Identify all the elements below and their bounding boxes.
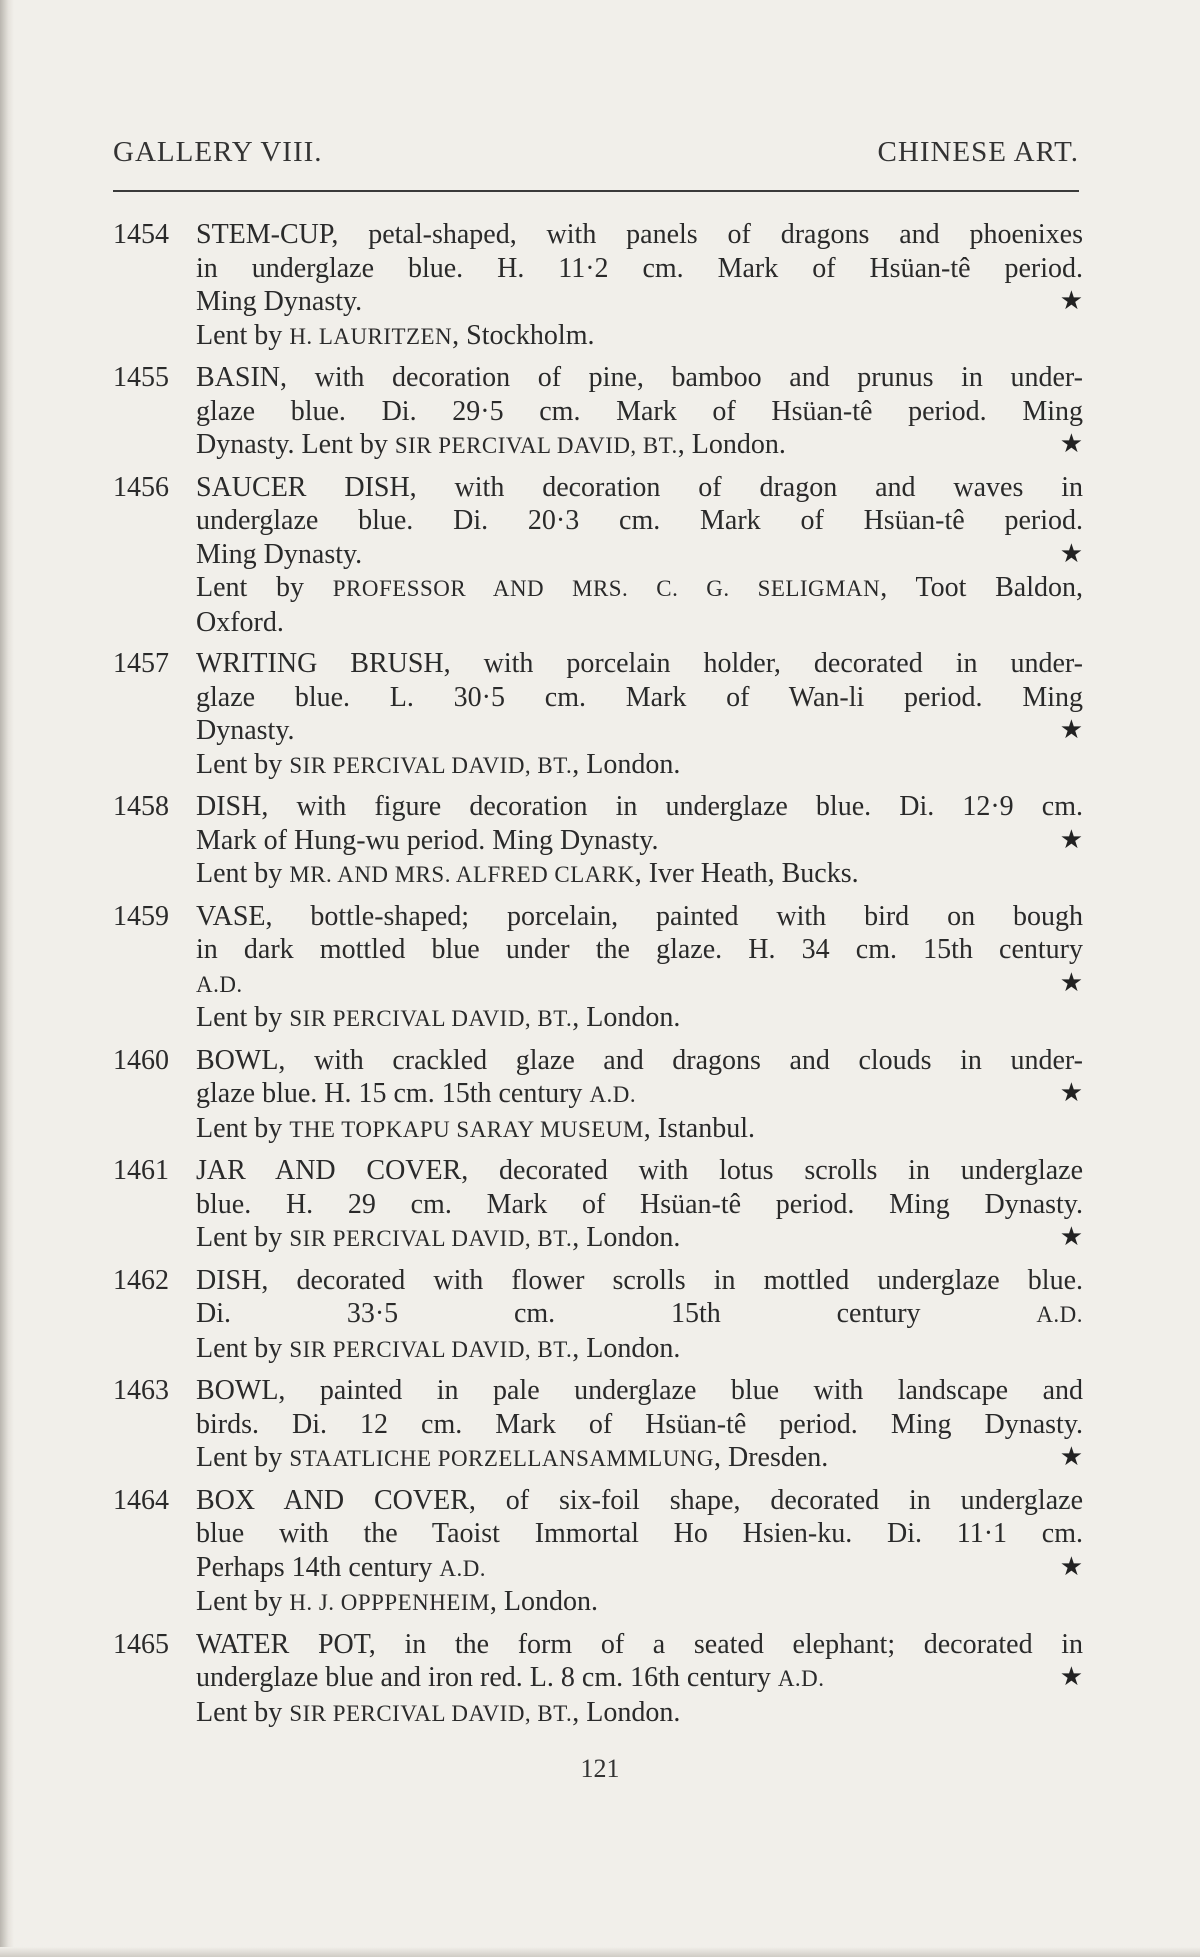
entry-line-text	[196, 1265, 1083, 1296]
lender-name: A.D.	[1036, 1302, 1083, 1327]
entry-line-text	[196, 1113, 755, 1144]
star-icon: ★	[1059, 1662, 1083, 1692]
entry-line	[196, 748, 1083, 783]
entry-number: 1464	[113, 1484, 169, 1516]
entry-description	[196, 1154, 1083, 1256]
entry-line	[196, 395, 1083, 429]
text-prefix: Lent by	[196, 858, 290, 889]
entry-line-text	[196, 607, 284, 638]
star-icon: ★	[1059, 1222, 1083, 1252]
text-suffix: , London.	[677, 429, 786, 460]
entry-description	[196, 900, 1083, 1036]
text-suffix: , Istanbul.	[643, 1112, 755, 1144]
entry-line	[196, 1077, 1083, 1112]
entry-line	[196, 1628, 1083, 1662]
entry-line	[196, 1264, 1083, 1298]
lender-name: A.D.	[589, 1082, 637, 1107]
lender-name: A.D.	[439, 1555, 487, 1581]
entry-line-text	[196, 396, 1083, 427]
text-prefix: Lent by	[196, 319, 290, 351]
description-text: in underglaze blue. H. 11·2 cm. Mark of Hsüan-tê period.	[196, 252, 1083, 284]
description-text: DISH, with figure decoration in underglaze blue. Di. 12·9 cm.	[196, 791, 1083, 822]
entry-line-text	[196, 1333, 680, 1364]
lender-name: A.D.	[777, 1666, 825, 1691]
entry-line-text	[196, 505, 1083, 536]
entry-line	[196, 1044, 1083, 1078]
entry-line	[196, 857, 1083, 892]
entry-description	[196, 790, 1083, 892]
entry-line	[196, 1408, 1083, 1442]
entry-number: 1457	[113, 648, 169, 679]
entry-line-text	[196, 1441, 828, 1476]
entry-line	[196, 681, 1083, 715]
entry-line	[196, 647, 1083, 681]
entry-line-text	[196, 1221, 680, 1256]
lender-name: SIR PERCIVAL DAVID, BT.	[289, 1006, 573, 1031]
text-suffix: , London.	[572, 1222, 681, 1253]
text-suffix: , London.	[572, 748, 681, 780]
lender-name: SIR PERCIVAL DAVID, BT.	[394, 433, 678, 458]
page-number: 121	[580, 1754, 620, 1783]
entry-line-text	[196, 1155, 1083, 1186]
catalogue-entry	[113, 1264, 1083, 1367]
text-prefix: Dynasty. Lent by	[196, 429, 395, 460]
entry-line-text	[196, 219, 1083, 250]
catalogue-entry	[113, 647, 1083, 782]
lender-name: MR. AND MRS. ALFRED CLARK	[289, 862, 635, 887]
star-icon: ★	[1059, 1551, 1083, 1582]
entry-description	[196, 647, 1083, 782]
entry-number: 1460	[113, 1044, 169, 1076]
description-text: BOWL, painted in pale underglaze blue with landscape and	[196, 1375, 1083, 1406]
description-text: birds. Di. 12 cm. Mark of Hsüan-tê period. Ming Dynasty.	[196, 1408, 1083, 1440]
description-text: glaze blue. L. 30·5 cm. Mark of Wan-li period. Ming	[196, 681, 1083, 713]
description-text: DISH, decorated with flower scrolls in mottled underglaze blue.	[196, 1264, 1083, 1296]
entry-line	[196, 571, 1083, 606]
entry-line	[196, 1517, 1083, 1551]
catalogue-entry	[113, 218, 1083, 353]
entry-line	[196, 1441, 1083, 1476]
entry-line	[196, 1001, 1083, 1036]
entry-number: 1454	[113, 219, 169, 250]
entry-line-text	[196, 934, 1083, 965]
entry-description	[196, 361, 1083, 463]
text-suffix: , London.	[572, 1332, 681, 1364]
text-prefix: underglaze blue and iron red. L. 8 cm. 16th century	[196, 1662, 778, 1693]
lender-name: H. J. OPPPENHEIM	[289, 1590, 490, 1615]
entry-line-text	[196, 967, 243, 1002]
entry-line-text	[196, 1551, 486, 1586]
entry-line	[196, 1297, 1083, 1332]
entry-description	[196, 1484, 1083, 1620]
entry-line	[196, 1188, 1083, 1222]
entry-line-text	[196, 648, 1083, 679]
entry-number: 1456	[113, 471, 169, 503]
text-prefix: Lent by	[196, 1442, 290, 1473]
lender-name: STAATLICHE PORZELLANSAMMLUNG	[289, 1446, 714, 1471]
catalogue-entry	[113, 361, 1083, 463]
description-text: BASIN, with decoration of pine, bamboo and prunus in under-	[196, 362, 1083, 393]
description-text: glaze blue. Di. 29·5 cm. Mark of Hsüan-tê period. Ming	[196, 395, 1083, 427]
description-text: WATER POT, in the form of a seated elephant; decorated in	[196, 1628, 1083, 1660]
entry-description	[196, 471, 1083, 640]
text-prefix: Lent by	[196, 1696, 290, 1728]
description-text: blue. H. 29 cm. Mark of Hsüan-tê period. Ming Dynasty.	[196, 1188, 1083, 1220]
text-prefix: Lent by	[196, 1332, 290, 1364]
entry-line	[196, 218, 1083, 252]
entry-line-text	[196, 253, 1083, 284]
entry-line-text	[196, 1629, 1083, 1660]
entry-line-text	[196, 858, 859, 889]
entry-number: 1461	[113, 1155, 169, 1186]
entry-line-text	[196, 1077, 636, 1112]
running-head	[113, 136, 1079, 169]
entry-description	[196, 1628, 1083, 1731]
section-heading: CHINESE ART.	[877, 136, 1079, 168]
star-icon: ★	[1059, 824, 1083, 855]
entry-description	[196, 1374, 1083, 1476]
description-text: JAR AND COVER, decorated with lotus scrolls in underglaze	[196, 1155, 1083, 1186]
catalogue-entry	[113, 471, 1083, 640]
description-text: STEM-CUP, petal-shaped, with panels of dragons and phoenixes	[196, 219, 1083, 250]
description-text: VASE, bottle-shaped; porcelain, painted with bird on bough	[196, 900, 1083, 932]
entry-line	[196, 319, 1083, 354]
entry-line	[196, 1696, 1083, 1731]
entry-line-text	[196, 572, 1083, 603]
lender-name: SIR PERCIVAL DAVID, BT.	[289, 1336, 573, 1362]
star-icon: ★	[1059, 538, 1083, 569]
entry-line-text	[196, 1697, 680, 1728]
entry-line-text	[196, 1375, 1083, 1406]
entry-line-text	[196, 1485, 1083, 1516]
entry-number: 1459	[113, 900, 169, 932]
text-suffix: , London.	[572, 1002, 681, 1033]
lender-name: SIR PERCIVAL DAVID, BT.	[289, 1700, 573, 1726]
text-prefix: Lent by	[196, 748, 290, 780]
entry-line-text	[196, 682, 1083, 713]
text-prefix: Lent by	[196, 572, 333, 603]
description-text: Mark of Hung-wu period. Ming Dynasty.	[196, 824, 659, 856]
text-suffix: , London.	[489, 1586, 599, 1617]
star-icon: ★	[1059, 429, 1083, 459]
entry-line	[196, 1374, 1083, 1408]
description-text: underglaze blue. Di. 20·3 cm. Mark of Hsüan-tê period.	[196, 505, 1083, 536]
text-prefix: Lent by	[196, 1586, 290, 1617]
entry-description	[196, 1044, 1083, 1147]
description-text: Oxford.	[196, 606, 284, 638]
lender-name: PROFESSOR AND MRS. C. G. SELIGMAN	[332, 576, 881, 601]
entry-number: 1465	[113, 1628, 169, 1660]
description-text: BOWL, with crackled glaze and dragons and clouds in under-	[196, 1044, 1083, 1076]
entry-line	[196, 428, 1083, 463]
catalogue-entry	[113, 1628, 1083, 1731]
entry-description	[196, 1264, 1083, 1367]
description-text: SAUCER DISH, with decoration of dragon and waves in	[196, 471, 1083, 503]
entry-line-text	[196, 714, 295, 748]
lender-name: H. LAURITZEN	[289, 323, 453, 349]
catalogue-entry	[113, 1484, 1083, 1620]
gallery-heading: GALLERY VIII.	[113, 136, 323, 168]
entry-line	[196, 538, 1083, 572]
catalogue-entry	[113, 790, 1083, 892]
entry-line	[196, 606, 1083, 640]
star-icon: ★	[1059, 1078, 1083, 1108]
entry-line	[196, 1332, 1083, 1367]
description-text: BOX AND COVER, of six-foil shape, decorated in underglaze	[196, 1484, 1083, 1516]
entry-line-text	[196, 1586, 598, 1617]
star-icon: ★	[1059, 715, 1083, 745]
entry-number: 1458	[113, 791, 169, 822]
entry-line	[196, 1112, 1083, 1147]
catalogue-entry	[113, 900, 1083, 1036]
text-prefix: Lent by	[196, 1112, 290, 1144]
entry-line	[196, 504, 1083, 538]
entry-line-text	[196, 428, 786, 463]
text-prefix: Lent by	[196, 1002, 290, 1033]
star-icon: ★	[1059, 967, 1083, 998]
entry-line	[196, 1154, 1083, 1188]
entry-line	[196, 1551, 1083, 1586]
lender-name: THE TOPKAPU SARAY MUSEUM	[289, 1116, 644, 1142]
entry-line-text	[196, 1661, 825, 1696]
text-prefix: glaze blue. H. 15 cm. 15th century	[196, 1078, 590, 1109]
description-text: Ming Dynasty.	[196, 538, 363, 570]
description-text: in dark mottled blue under the glaze. H. 34 cm. 15th century	[196, 934, 1083, 965]
lender-name: SIR PERCIVAL DAVID, BT.	[289, 1226, 573, 1251]
catalogue-entries	[113, 218, 1083, 1738]
entry-line-text	[196, 320, 594, 351]
entry-line-text	[196, 1518, 1083, 1549]
text-prefix: Lent by	[196, 1222, 290, 1253]
entry-line	[196, 824, 1083, 858]
text-suffix: , London.	[572, 1696, 681, 1728]
entry-line	[196, 790, 1083, 824]
text-suffix: , Iver Heath, Bucks.	[634, 858, 859, 889]
text-prefix: Perhaps 14th century	[196, 1551, 440, 1583]
entry-line-text	[196, 362, 1083, 393]
bottom-shadow	[0, 1947, 1200, 1957]
entry-line	[196, 967, 1083, 1002]
entry-line-text	[196, 1409, 1083, 1440]
catalogue-entry	[113, 1374, 1083, 1476]
entry-line-text	[196, 791, 1083, 822]
star-icon: ★	[1059, 1442, 1083, 1472]
text-suffix: , Stockholm.	[452, 319, 595, 351]
entry-line-text	[196, 472, 1083, 503]
text-suffix: , Toot Baldon,	[880, 572, 1083, 603]
entry-line	[196, 900, 1083, 934]
entry-line	[196, 285, 1083, 319]
star-icon: ★	[1059, 286, 1083, 316]
entry-line	[196, 361, 1083, 395]
entry-line-text	[196, 285, 362, 319]
entry-line-text	[196, 901, 1083, 932]
entry-line	[196, 252, 1083, 286]
description-text: Ming Dynasty.	[196, 286, 363, 317]
spine-shadow	[0, 0, 14, 1957]
entry-line	[196, 1221, 1083, 1256]
entry-line	[196, 1484, 1083, 1518]
lender-name: SIR PERCIVAL DAVID, BT.	[289, 752, 573, 778]
description-text: WRITING BRUSH, with porcelain holder, decorated in under-	[196, 648, 1083, 679]
catalogue-entry	[113, 1154, 1083, 1256]
entry-description	[196, 218, 1083, 353]
entry-line	[196, 1585, 1083, 1620]
entry-number: 1462	[113, 1264, 169, 1296]
entry-line	[196, 471, 1083, 505]
entry-line-text	[196, 749, 680, 780]
entry-number: 1455	[113, 362, 169, 393]
header-rule	[113, 190, 1079, 192]
entry-line-text	[196, 1189, 1083, 1220]
entry-line-text	[196, 1298, 1083, 1329]
entry-line	[196, 933, 1083, 967]
description-text: blue with the Taoist Immortal Ho Hsien-ku. Di. 11·1 cm.	[196, 1518, 1083, 1549]
entry-line	[196, 1661, 1083, 1696]
entry-line-text	[196, 1045, 1083, 1076]
catalogue-entry	[113, 1044, 1083, 1147]
entry-line-text	[196, 824, 658, 858]
entry-line-text	[196, 538, 362, 572]
lender-name: A.D.	[196, 971, 243, 997]
text-suffix: , Dresden.	[714, 1442, 829, 1473]
entry-line-text	[196, 1002, 680, 1033]
description-text: Dynasty.	[196, 715, 295, 746]
entry-line	[196, 714, 1083, 748]
entry-number: 1463	[113, 1375, 169, 1406]
text-prefix: Di. 33·5 cm. 15th century	[196, 1298, 1037, 1329]
